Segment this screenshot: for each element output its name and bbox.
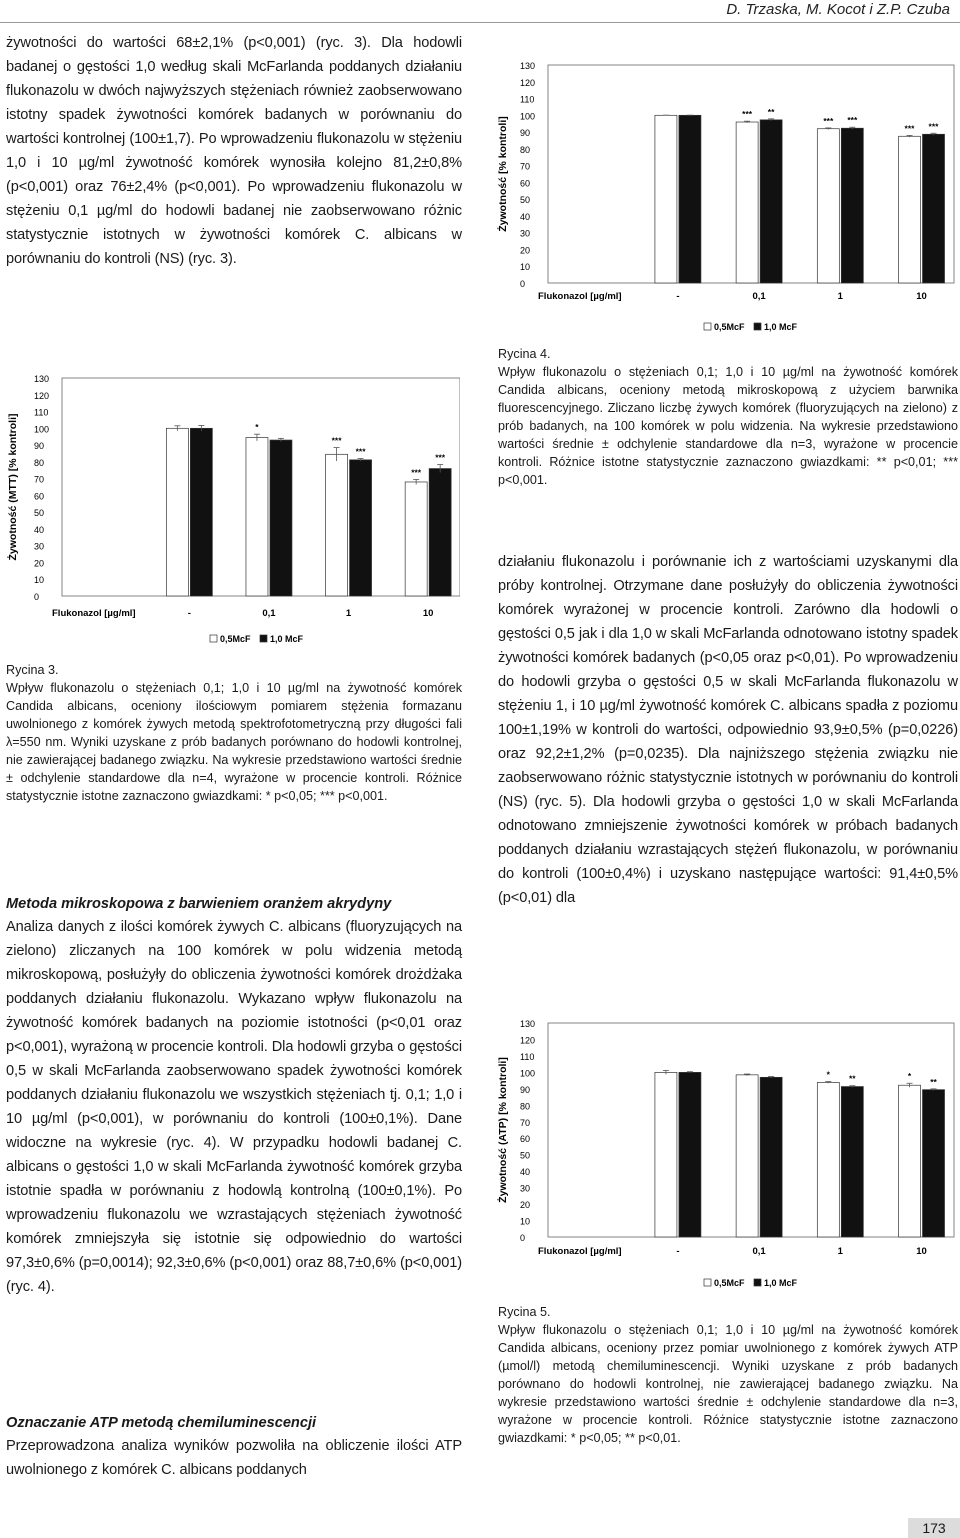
y-tick-label: 70 [520,1117,531,1128]
left-column [6,31,462,271]
bar [760,120,782,283]
significance-label: *** [904,123,915,134]
y-tick-label: 0 [520,279,526,289]
y-tick-label: 50 [520,1150,531,1161]
x-tick-label: - [676,291,680,302]
bar [166,428,188,596]
y-tick-label: 60 [520,178,531,189]
figure-4-svg [492,55,958,340]
bar [679,115,701,283]
bar [679,1072,701,1237]
figure-3-caption: Wpływ flukonazolu o stężeniach 0,1; 1,0 i 10 µg/ml na żywotność komórek Candida albicans, oceniony ilościowym pomiarem stężenia formazanu uwolnionego z komórek żywych metodą spektrofotometryczną przy długości fali λ=550 nm. Wyniki uzyskane z prób badanych porównano do hodowli kontrolnej, nie zawierającej badanego związku. Na wykresie przedstawiono wartości średnie ± odchylenie standardowe dla n=4, wyrażone w procencie kontroli. Różnice statystycznie istotne zaznaczono gwiazdkami: * p<0,05; *** p<0,001. [6,681,462,803]
y-tick-label: 130 [520,61,536,71]
y-tick-label: 30 [520,228,531,239]
y-tick-label: 20 [520,1200,531,1211]
y-tick-label: 120 [34,390,50,401]
y-tick-label: 60 [520,1134,531,1145]
y-tick-label: 70 [520,161,531,172]
section-microscopy-title: Metoda mikroskopowa z barwieniem oranżem akrydyny [6,896,392,912]
section-atp-text: Przeprowadzona analiza wyników pozwoliła na obliczenie ilości ATP uwolnionego z komórek C. albicans poddanych [6,1438,462,1478]
y-tick-label: 30 [520,1183,531,1194]
y-tick-label: 90 [34,441,45,452]
y-tick-label: 40 [520,1167,531,1178]
bar [899,1085,921,1237]
significance-label: *** [435,452,446,463]
bar [841,128,863,283]
section-microscopy [6,893,462,1299]
y-tick-label: 130 [34,374,50,384]
authors: D. Trzaska, M. Kocot i Z.P. Czuba [726,1,950,18]
significance-label: ** [849,1073,856,1084]
figure-5-caption-block [498,1303,958,1447]
bar [760,1077,782,1237]
figure-3-svg [0,366,460,656]
y-axis-label: Żywotność (ATP) [% kontroli] [497,1057,509,1203]
bar [270,440,292,596]
legend-label: 1,0 McF [764,1278,798,1288]
legend-label: 1,0 McF [270,634,304,644]
x-tick-label: 0,1 [262,608,276,619]
significance-label: ** [930,1076,937,1087]
legend-swatch [704,1279,711,1286]
bar [246,438,268,596]
bar [350,460,372,596]
section-microscopy-text: Analiza danych z ilości komórek żywych C. albicans (fluoryzujących na zielono) zliczanych na 100 komórek w polu widzenia metodą mikroskopową, posłużyły do obliczenia żywotności komórek drożdżaka poddanych działaniu flukonazolu. Wykazano wpływ flukonazolu na żywotność komórek badanych na poziomie istotności (p<0,01 oraz p<0,001), wyrażoną w procencie kontroli. Dla hodowli grzyba o gęstości 0,5 w skali McFarlanda zaobserwowano spadek żywotności komórek poddanych działaniu flukonazolu we wszystkich stężeniach tj. 0,1; 1,0 i 10 µg/ml (p<0,001), w porównaniu do kontroli (100±0,1%). Dane widoczne na wykresie (ryc. 4). W przypadku hodowli badanej C. albicans o gęstości 1,0 w skali McFarlanda żywotność komórek grzyba istotnie spadła w porównaniu z hodowlą kontrolną (100±0,1%). Po wprowadzeniu flukonazolu we wzrastających stężeniach żywotność komórek zmniejszyła się istotnie się odpowiednio do wartości 97,3±0,6% (p=0,0014); 92,3±0,6% (p<0,001) oraz 88,7±0,6% (p<0,001) (ryc. 4). [6,919,462,1295]
significance-label: * [255,422,259,433]
bar [429,469,451,596]
significance-label: ** [767,106,775,117]
y-tick-label: 20 [34,558,45,569]
significance-label: * [826,1069,830,1080]
x-tick-label: 1 [837,291,843,302]
x-tick-label: 1 [837,1246,843,1257]
significance-label: *** [742,109,753,120]
y-tick-label: 80 [520,1101,531,1112]
bar [817,129,839,283]
y-tick-label: 120 [520,1035,536,1046]
y-axis-label: Żywotność (MTT) [% kontroli] [7,413,19,561]
legend-label: 0,5McF [714,322,745,332]
x-tick-label: 10 [916,291,927,302]
x-tick-label: - [187,608,191,619]
figure-4-label: Rycina 4. [498,347,551,361]
y-tick-label: 80 [520,144,531,155]
y-tick-label: 100 [34,424,50,435]
section-atp-title: Oznaczanie ATP metodą chemiluminescencji [6,1415,317,1431]
y-tick-label: 10 [520,262,531,273]
legend-swatch [210,635,217,642]
legend-swatch [754,323,761,330]
figure-5-label: Rycina 5. [498,1305,551,1319]
y-tick-label: 0 [34,592,40,602]
x-tick-label: 1 [345,608,352,619]
y-tick-label: 30 [34,541,45,552]
y-tick-label: 80 [34,457,45,468]
bar [736,122,758,283]
paragraph-atp-results: działaniu flukonazolu i porównanie ich z wartościami uzyskanymi dla próby kontrolnej. Otrzymane dane posłużyły do obliczenia żywotności komórek wyrażonej w procencie kontroli. Zarówno dla hodowli o gęstości 0,5 jak i dla 1,0 w skali McFarlanda odnotowano istotny spadek żywotności komórek badanych (p<0,05 oraz p<0,01). Po wprowadzeniu do hodowli grzyba o gęstości 0,5 w skali McFarlanda flukonazolu w stężeniu 1, i 10 µg/ml żywotność komórek C. albicans spadła z poziomu 100±1,19% w kontroli do wartości, odpowiednio 93,9±0,5% (p=0,0226) oraz 92,2±1,2% (p=0,0235). Dla najniższego stężenia związku nie zaobserwowano różnic statystycznie istotnych w porównaniu do kontroli (NS) (ryc. 5). Dla hodowli grzyba o gęstości 1,0 w skali McFarlanda odnotowano zmniejszenie żywotności komórek w próbach badanych poddanych działaniu wzrastających stężeń flukonazolu, w porównaniu do kontroli (100±0,4%) i uzyskano następujące wartości: 91,4±0,5% (p<0,01) dla [498,554,958,906]
legend-label: 0,5McF [714,1278,745,1288]
legend-swatch [260,635,267,642]
x-axis-label: Flukonazol [µg/ml] [52,608,136,619]
bar [736,1075,758,1237]
significance-label: *** [331,435,342,446]
x-tick-label: 10 [916,1246,927,1257]
page-number: 173 [908,1518,960,1538]
y-tick-label: 10 [34,575,45,586]
y-tick-label: 40 [520,211,531,222]
x-tick-label: 0,1 [752,291,766,302]
figure-5-caption: Wpływ flukonazolu o stężeniach 0,1; 1,0 i 10 µg/ml na żywotność komórek Candida albicans, oceniony przez pomiar uwolnionego z komórek żywych ATP (µmol/l) metodą chemiluminescencji. Wyniki uzyskane z prób badanych porównano do hodowli kontrolnej, nie zawierającej badanego związku. Na wykresie przedstawiono wartości średnie ± odchylenie standardowe dla n=3, wyrażone w procencie kontroli. Różnice statystycznie istotne zaznaczono gwiazdkami: * p<0,05; ** p<0,01. [498,1323,958,1445]
y-tick-label: 90 [520,1084,531,1095]
section-atp [6,1412,462,1482]
significance-label: *** [847,115,858,126]
x-tick-label: - [676,1246,680,1257]
bar [817,1082,839,1237]
figure-5-svg [492,1013,958,1293]
y-tick-label: 70 [34,474,45,485]
bar [923,1090,945,1237]
y-tick-label: 50 [34,508,45,519]
bar [841,1087,863,1237]
significance-label: *** [823,115,834,126]
bar [655,115,677,283]
y-tick-label: 110 [520,1051,535,1062]
bar [923,134,945,283]
y-tick-label: 40 [34,524,45,535]
y-tick-label: 120 [520,77,536,88]
significance-label: *** [928,121,939,132]
y-tick-label: 100 [520,111,536,122]
significance-label: *** [355,446,366,457]
figure-3-label: Rycina 3. [6,663,59,677]
legend-label: 0,5McF [220,634,251,644]
y-axis-label: Żywotność [% kontroli] [497,116,509,232]
running-header [0,0,960,23]
significance-label: *** [411,467,422,478]
paragraph-intro: żywotności do wartości 68±2,1% (p<0,001) (ryc. 3). Dla hodowli badanej o gęstości 1,0 według skali McFarlanda poddanych działaniu flukonazolu w dwóch najwyższych stężeniach również zaobserwowano istotny spadek żywotności komórek badanych w porównaniu do wartości kontrolnej (100±1,7). Po wprowadzeniu flukonazolu w stężeniu 1,0 i 10 µg/ml żywotność komórek wynosiła kolejno 81,2±0,8% (p<0,001) oraz 76±2,4% (p<0,001). Po wprowadzeniu flukonazolu w stężeniu 0,1 µg/ml do hodowli badanej nie zaobserwowano różnic statystycznie istotnych w żywotności komórek C. albicans w porównaniu do kontroli (NS) (ryc. 3). [6,35,462,267]
bar [655,1072,677,1237]
y-tick-label: 20 [520,245,531,256]
x-tick-label: 10 [422,608,434,619]
bar [326,454,348,596]
y-tick-label: 0 [520,1233,526,1243]
right-paragraph-block [498,550,958,910]
significance-label: * [907,1071,912,1082]
y-tick-label: 130 [520,1019,536,1029]
figure-5-chart [492,1013,958,1293]
figure-3-chart [0,366,460,656]
figure-3-caption-block [6,661,462,805]
figure-4-caption-block [498,345,958,489]
y-tick-label: 110 [520,94,535,105]
y-tick-label: 50 [520,195,531,206]
x-tick-label: 0,1 [752,1246,766,1257]
y-tick-label: 10 [520,1216,531,1227]
y-tick-label: 110 [34,407,49,418]
y-tick-label: 90 [520,128,531,139]
bar [899,136,921,283]
y-tick-label: 100 [520,1068,536,1079]
bar [405,482,427,596]
legend-label: 1,0 McF [764,322,798,332]
bar [190,428,212,596]
x-axis-label: Flukonazol [µg/ml] [538,291,622,302]
legend-swatch [754,1279,761,1286]
figure-4-chart [492,55,958,340]
figure-4-caption: Wpływ flukonazolu o stężeniach 0,1; 1,0 i 10 µg/ml na żywotność komórek Candida albicans, oceniony metodą mikroskopową z użyciem barwnika fluorescencyjnego. Zliczano liczbę żywych komórek (fluoryzujących na zielono) z prób badanych, na 100 komórek w polu widzenia. Na wykresie przedstawiono wartości średnie ± odchylenie standardowe dla n=3, wyrażone w procencie kontroli. Różnice istotne statystycznie zaznaczono gwiazdkami: ** p<0,01; *** p<0,001. [498,365,958,487]
legend-swatch [704,323,711,330]
x-axis-label: Flukonazol [µg/ml] [538,1246,622,1257]
y-tick-label: 60 [34,491,45,502]
